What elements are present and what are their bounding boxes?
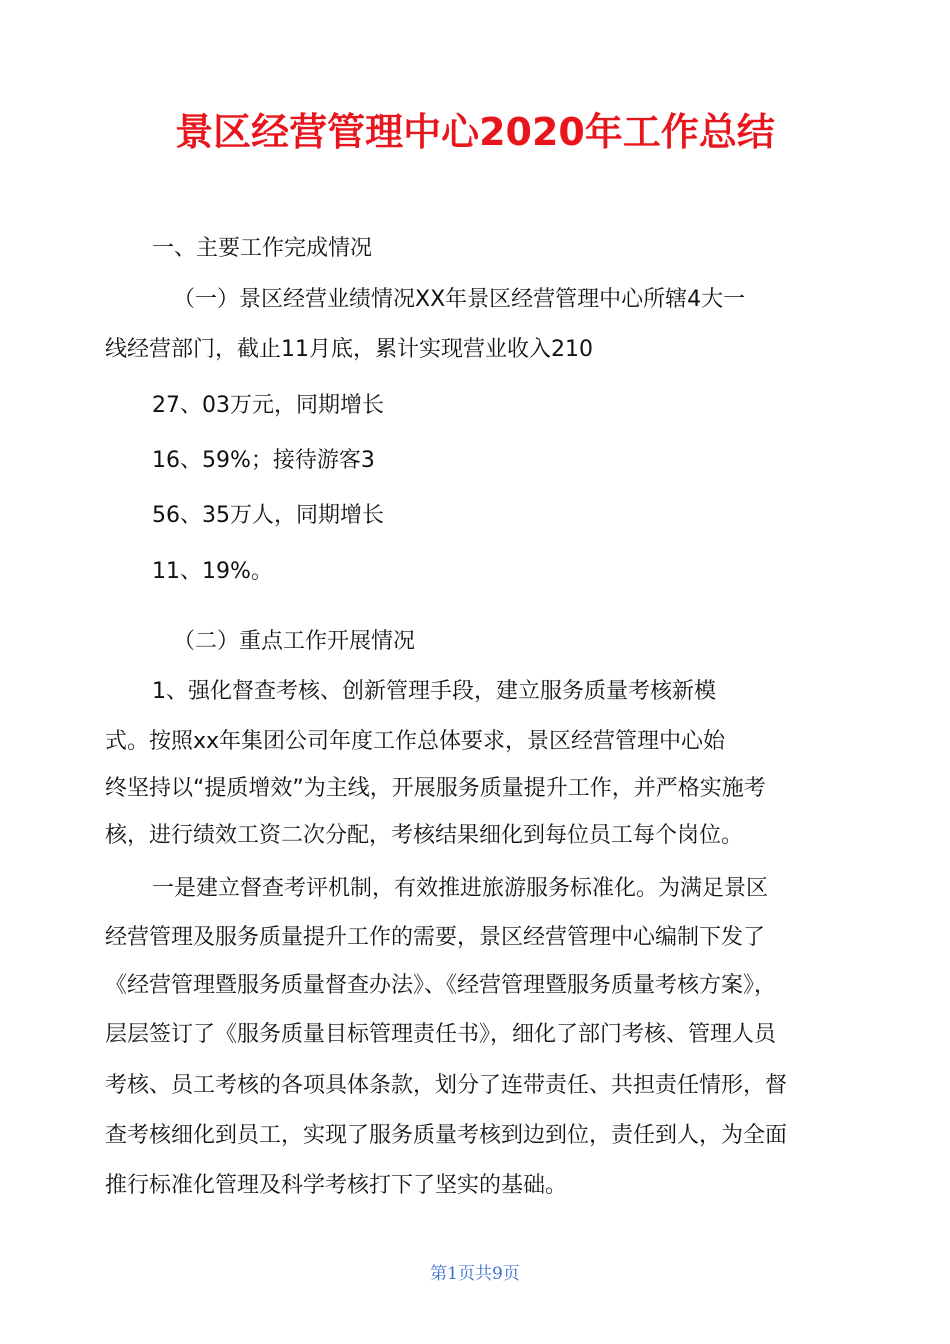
- section-heading-2: （二）重点工作开展情况: [173, 629, 416, 654]
- section-heading-1: 一、主要工作完成情况: [152, 236, 373, 261]
- paragraph-line: 线经营部门，截止11月底，累计实现营业收入210: [105, 337, 593, 362]
- paragraph-line: 核，进行绩效工资二次分配，考核结果细化到每位员工每个岗位。: [105, 823, 744, 848]
- paragraph-line: 考核、员工考核的各项具体条款，划分了连带责任、共担责任情形，督: [105, 1073, 788, 1098]
- paragraph-line: 式。按照xx年集团公司年度工作总体要求，景区经营管理中心始: [105, 729, 726, 754]
- paragraph-line: 1、强化督查考核、创新管理手段，建立服务质量考核新模: [152, 679, 716, 704]
- page-indicator: 第1页共9页: [430, 1264, 520, 1284]
- document-title: 景区经营管理中心2020年工作总结: [175, 110, 775, 154]
- paragraph-line: 查考核细化到员工，实现了服务质量考核到边到位，责任到人，为全面: [105, 1123, 788, 1148]
- paragraph-line: 16、59%；接待游客3: [152, 448, 375, 473]
- paragraph-line: 《经营管理暨服务质量督查办法》、《经营管理暨服务质量考核方案》，: [105, 973, 777, 998]
- paragraph-line: 推行标准化管理及科学考核打下了坚实的基础。: [105, 1173, 568, 1198]
- paragraph-line: 一是建立督查考评机制，有效推进旅游服务标准化。为满足景区: [152, 876, 769, 901]
- paragraph-line: 56、35万人，同期增长: [152, 503, 384, 528]
- paragraph-line: 终坚持以“提质增效”为主线，开展服务质量提升工作，并严格实施考: [105, 776, 766, 801]
- paragraph-line: 经营管理及服务质量提升工作的需要，景区经营管理中心编制下发了: [105, 925, 766, 950]
- paragraph-line: 11、19%。: [152, 559, 273, 584]
- paragraph-line: 27、03万元，同期增长: [152, 393, 384, 418]
- paragraph-line: （一）景区经营业绩情况XX年景区经营管理中心所辖4大一: [173, 287, 746, 312]
- paragraph-line: 层层签订了《服务质量目标管理责任书》，细化了部门考核、管理人员: [105, 1022, 777, 1047]
